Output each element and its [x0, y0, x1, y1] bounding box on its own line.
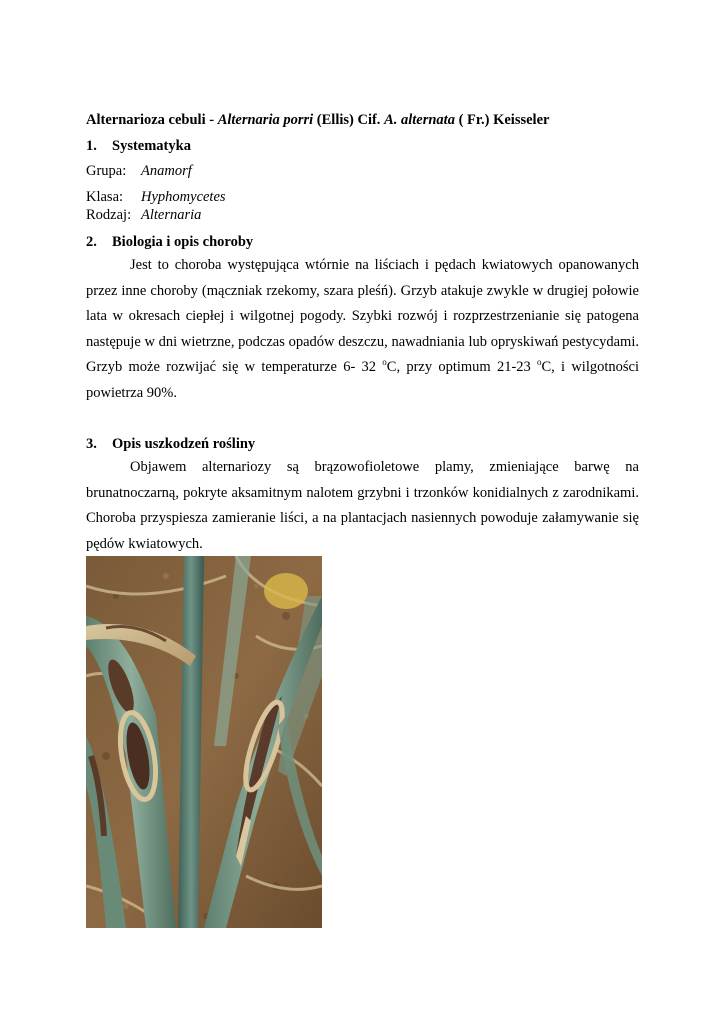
- taxonomy-value: Hyphomycetes: [141, 189, 226, 205]
- paragraph-text: C, przy optimum 21-23: [386, 359, 538, 375]
- section-1-heading: [86, 136, 639, 156]
- taxonomy-label: Grupa:: [86, 163, 127, 179]
- title-author-2: ( Fr.) Keisseler: [454, 112, 550, 128]
- taxonomy-value: Anamorf: [141, 163, 192, 179]
- onion-leaf-disease-photo: [86, 556, 322, 928]
- title-common-name: Alternarioza cebuli -: [86, 112, 218, 128]
- degree-superscript: o: [537, 357, 542, 368]
- section-title: Opis uszkodzeń rośliny: [112, 436, 256, 452]
- section-number: 2.: [86, 234, 97, 250]
- section-2-heading: [86, 232, 639, 252]
- section-title: Biologia i opis choroby: [112, 234, 254, 250]
- title-author-1: (Ellis) Cif.: [313, 112, 385, 128]
- taxonomy-block: [86, 162, 639, 224]
- taxonomy-row-class: [86, 188, 639, 206]
- document-title: [86, 110, 639, 130]
- taxonomy-row-group: [86, 162, 639, 180]
- document-body: [86, 110, 639, 557]
- section-number: 1.: [86, 138, 97, 154]
- section-3-paragraph: Objawem alternariozy są brązowofioletowe plamy, zmieniające barwę na brunatnoczarną, pokryte aksamitnym nalotem grzybni i trzonków konidialnych z zarodnikami. Choroba przyspiesza zamieranie liści, a na plantacjach nasiennych powoduje załamywanie się pędów kwiatowych.: [86, 459, 639, 552]
- taxonomy-label: Rodzaj:: [86, 207, 132, 223]
- title-species-2: A. alternata: [384, 112, 455, 128]
- paragraph-text: Jest to choroba występująca wtórnie na liściach i pędach kwiatowych opanowanych przez inne choroby (mączniak rzekomy, szara pleśń). Grzyb atakuje zwykle w drugiej połowie lata w okresach ciepłej i wilgotnej pogody. Szybki rozwój i rozprzestrzenianie się patogena następuje w dni wietrzne, podczas opadów deszczu, nawadniania lub opryskiwań pestycydami. Grzyb może rozwijać się w temperaturze 6- 32: [86, 257, 639, 375]
- section-number: 3.: [86, 436, 97, 452]
- title-species-1: Alternaria porri: [217, 112, 314, 128]
- taxonomy-row-genus: [86, 206, 639, 224]
- section-3-heading: [86, 434, 639, 454]
- section-title: Systematyka: [112, 138, 191, 154]
- degree-superscript: o: [382, 357, 387, 368]
- taxonomy-label: Klasa:: [86, 189, 124, 205]
- section-2-paragraph: [86, 253, 639, 406]
- taxonomy-value: Alternaria: [141, 207, 202, 223]
- paragraph-text: C, i wilgotności powietrza 90%.: [86, 359, 639, 401]
